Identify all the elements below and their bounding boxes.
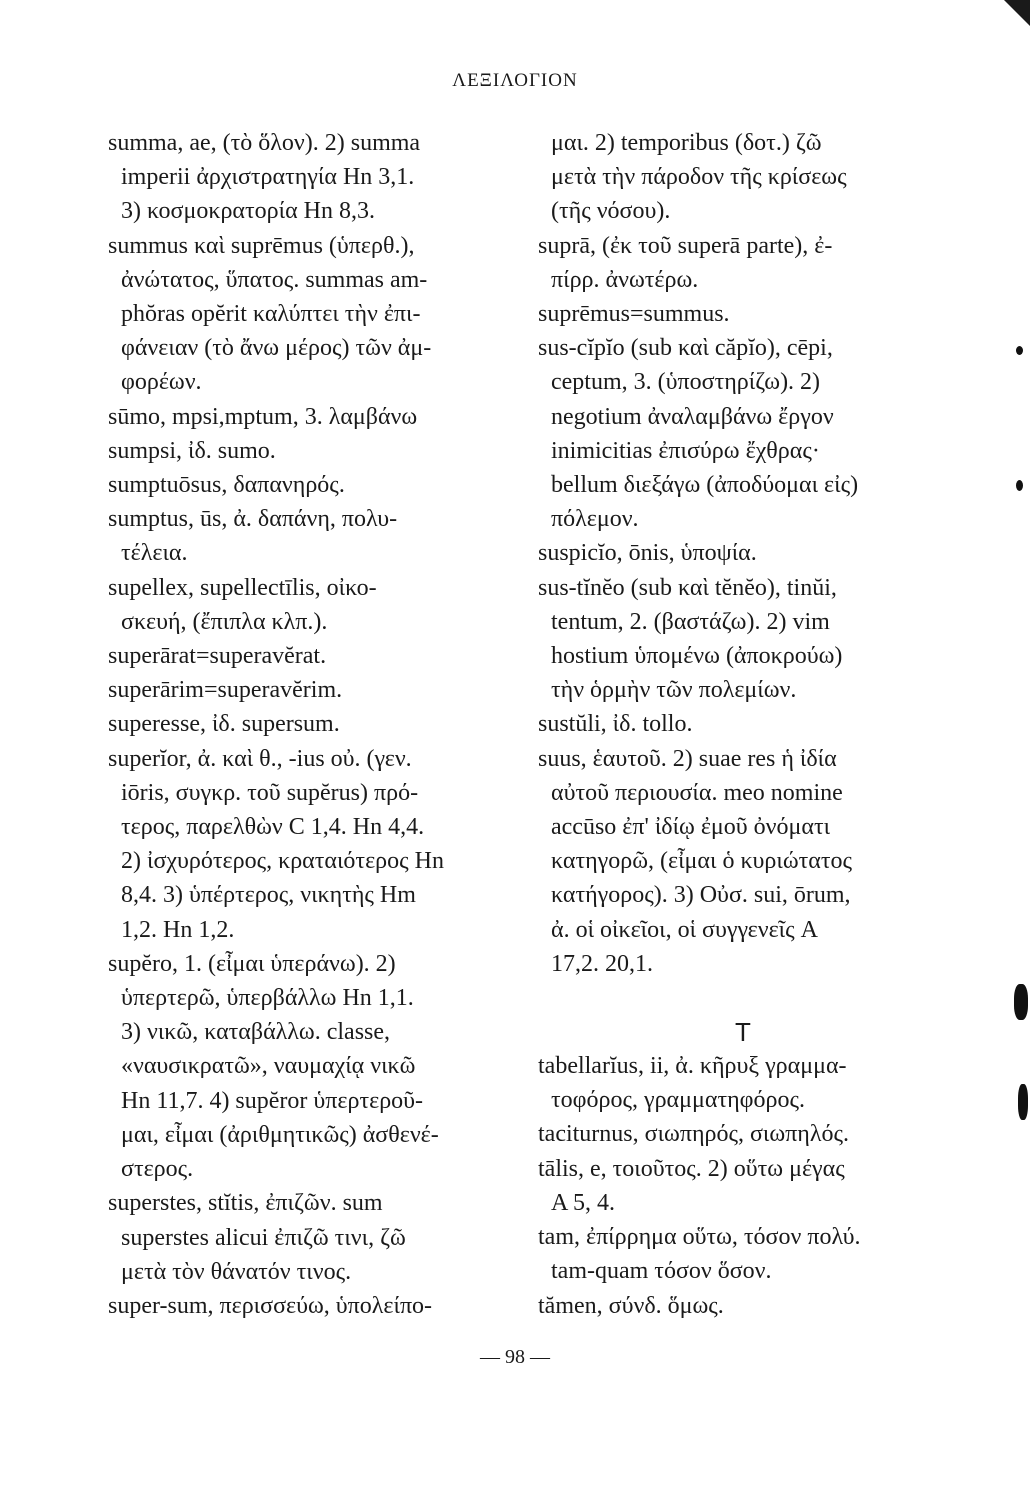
dictionary-line: tămen, σύνδ. ὅμως.	[538, 1292, 724, 1319]
dictionary-line: τέλεια.	[121, 540, 188, 567]
dictionary-line: ὑπερτερῶ, ὑπερβάλλω Hn 1,1.	[121, 985, 414, 1012]
scan-corner-shadow	[1004, 0, 1030, 26]
dictionary-line: tālis, e, τοιοῦτος. 2) οὕτω μέγας	[538, 1155, 845, 1182]
dictionary-line: sumptuōsus, δαπανηρός.	[108, 472, 345, 499]
dictionary-line: τερος, παρελθὼν C 1,4. Hn 4,4.	[121, 814, 425, 841]
dictionary-line: sustŭli, ἰδ. tollo.	[538, 711, 693, 738]
dictionary-line: phŏras opĕrit καλύπτει τὴν ἐπι-	[121, 301, 421, 328]
dictionary-line: iōris, συγκρ. τοῦ supĕrus) πρό-	[121, 779, 419, 806]
dictionary-line: tabellarĭus, ii, ἀ. κῆρυξ γραμμα-	[538, 1053, 847, 1080]
dictionary-line: suprā, (ἐκ τοῦ superā parte), ἐ-	[538, 232, 833, 259]
dictionary-line: τοφόρος, γραμματηφόρος.	[551, 1087, 805, 1114]
dictionary-line: superĭor, ἀ. καὶ θ., -ius οὐ. (γεν.	[108, 745, 412, 772]
page-number: — 98 —	[480, 1346, 550, 1368]
dictionary-line: suus, ἑαυτοῦ. 2) suae res ἡ ἰδία	[538, 745, 837, 772]
right-column	[538, 126, 938, 1323]
dictionary-line: superstes alicui ἐπιζῶ τινι, ζῶ	[121, 1224, 406, 1251]
dictionary-line: μαι, εἶμαι (ἀριθμητικῶς) ἀσθενέ-	[121, 1121, 439, 1148]
section-letter: T	[735, 1017, 751, 1048]
dictionary-line: 8,4. 3) ὑπέρτερος, νικητὴς Hm	[121, 882, 416, 909]
dictionary-line: ceptum, 3. (ὑποστηρίζω). 2)	[551, 369, 821, 396]
dictionary-line: sus-cĭpĭo (sub καὶ căpĭo), cēpi,	[538, 335, 833, 362]
dictionary-line: 3) νικῶ, καταβάλλω. classe,	[121, 1019, 391, 1046]
ink-mark	[1018, 1084, 1028, 1120]
dictionary-line: accūso ἐπ' ἰδίῳ ἐμοῦ ὀνόματι	[551, 814, 831, 841]
dictionary-line: supĕro, 1. (εἶμαι ὑπεράνω). 2)	[108, 950, 396, 977]
left-column	[108, 126, 513, 1323]
dictionary-line: 3) κοσμοκρατορία Hn 8,3.	[121, 198, 375, 225]
dictionary-line: imperii ἀρχιστρατηγία Hn 3,1.	[121, 164, 415, 191]
dictionary-line: supellex, supellectīlis, οἰκο-	[108, 574, 377, 601]
dictionary-line: taciturnus, σιωπηρός, σιωπηλός.	[538, 1121, 849, 1148]
dictionary-line: superārat=superavĕrat.	[108, 643, 327, 670]
dictionary-line: τὴν ὁρμὴν τῶν πολεμίων.	[551, 677, 797, 704]
dictionary-line: tentum, 2. (βαστάζω). 2) vim	[551, 608, 830, 635]
dictionary-line: μετὰ τὴν πάροδον τῆς κρίσεως	[551, 164, 847, 191]
section-gap	[538, 981, 938, 1015]
dictionary-line: 1,2. Hn 1,2.	[121, 916, 235, 943]
dictionary-line: σκευή, (ἔπιπλα κλπ.).	[121, 608, 328, 635]
dictionary-line: 17,2. 20,1.	[551, 950, 653, 977]
dictionary-line: 2) ἰσχυρότερος, κραταιότερος Hn	[121, 848, 444, 875]
dictionary-line: superstes, stĭtis, ἐπιζῶν. sum	[108, 1190, 383, 1217]
dictionary-line: sumptus, ūs, ἀ. δαπάνη, πολυ-	[108, 506, 398, 533]
dictionary-line: ἀ. οἱ οἰκεῖοι, οἱ συγγενεῖς A	[551, 916, 818, 943]
dictionary-line: tam, ἐπίρρημα οὕτω, τόσον πολύ.	[538, 1224, 861, 1251]
ink-mark	[1016, 346, 1023, 355]
dictionary-line: sumpsi, ἰδ. sumo.	[108, 437, 276, 464]
ink-mark	[1016, 480, 1023, 491]
dictionary-line: bellum διεξάγω (ἀποδύομαι εἰς)	[551, 472, 859, 499]
dictionary-line: (τῆς νόσου).	[551, 198, 671, 225]
dictionary-line: Hn 11,7. 4) supĕror ὑπερτεροῦ-	[121, 1087, 424, 1114]
dictionary-line: «ναυσικρατῶ», ναυμαχίᾳ νικῶ	[121, 1053, 416, 1080]
dictionary-line: sus-tĭnĕo (sub καὶ tĕnĕo), tinŭi,	[538, 574, 837, 601]
dictionary-line: ἀνώτατος, ὕπατος. summas am-	[121, 266, 428, 293]
page-header: ΛΕΞΙΛΟΓΙΟΝ	[452, 70, 578, 91]
dictionary-line: superārim=superavĕrim.	[108, 677, 343, 704]
ink-mark	[1014, 984, 1028, 1020]
dictionary-line: μετὰ τὸν θάνατόν τινος.	[121, 1258, 352, 1285]
dictionary-line: tam-quam τόσον ὅσον.	[551, 1258, 772, 1285]
dictionary-line: hostium ὑπομένω (ἀποκρούω)	[551, 643, 843, 670]
dictionary-line: negotium ἀναλαμβάνω ἔργον	[551, 403, 834, 430]
dictionary-line: summa, ae, (τὸ ὅλον). 2) summa	[108, 130, 421, 156]
dictionary-line: αὐτοῦ περιουσία. meo nomine	[551, 779, 843, 806]
dictionary-line: summus καὶ suprēmus (ὑπερθ.),	[108, 232, 415, 259]
dictionary-line: suprēmus=summus.	[538, 301, 730, 328]
dictionary-line: superesse, ἰδ. supersum.	[108, 711, 340, 738]
dictionary-line: φορέων.	[121, 369, 202, 396]
dictionary-line: super-sum, περισσεύω, ὑπολείπο-	[108, 1292, 433, 1319]
dictionary-line: στερος.	[121, 1156, 194, 1183]
dictionary-line: suspicĭo, ōnis, ὑποψία.	[538, 540, 757, 567]
dictionary-line: πίρρ. ἀνωτέρω.	[551, 266, 699, 293]
dictionary-line: μαι. 2) temporibus (δοτ.) ζῶ	[551, 130, 822, 156]
dictionary-line: inimicitias ἐπισύρω ἔχθρας·	[551, 437, 820, 464]
dictionary-line: sūmo, mpsi,mptum, 3. λαμβάνω	[108, 403, 418, 430]
dictionary-line: κατηγορῶ, (εἶμαι ὁ κυριώτατος	[551, 848, 853, 875]
dictionary-line: κατήγορος). 3) Οὐσ. sui, ōrum,	[551, 882, 851, 909]
dictionary-line: φάνειαν (τὸ ἄνω μέρος) τῶν ἀμ-	[121, 335, 432, 362]
dictionary-line: A 5, 4.	[551, 1189, 616, 1216]
dictionary-line: πόλεμον.	[551, 506, 639, 533]
